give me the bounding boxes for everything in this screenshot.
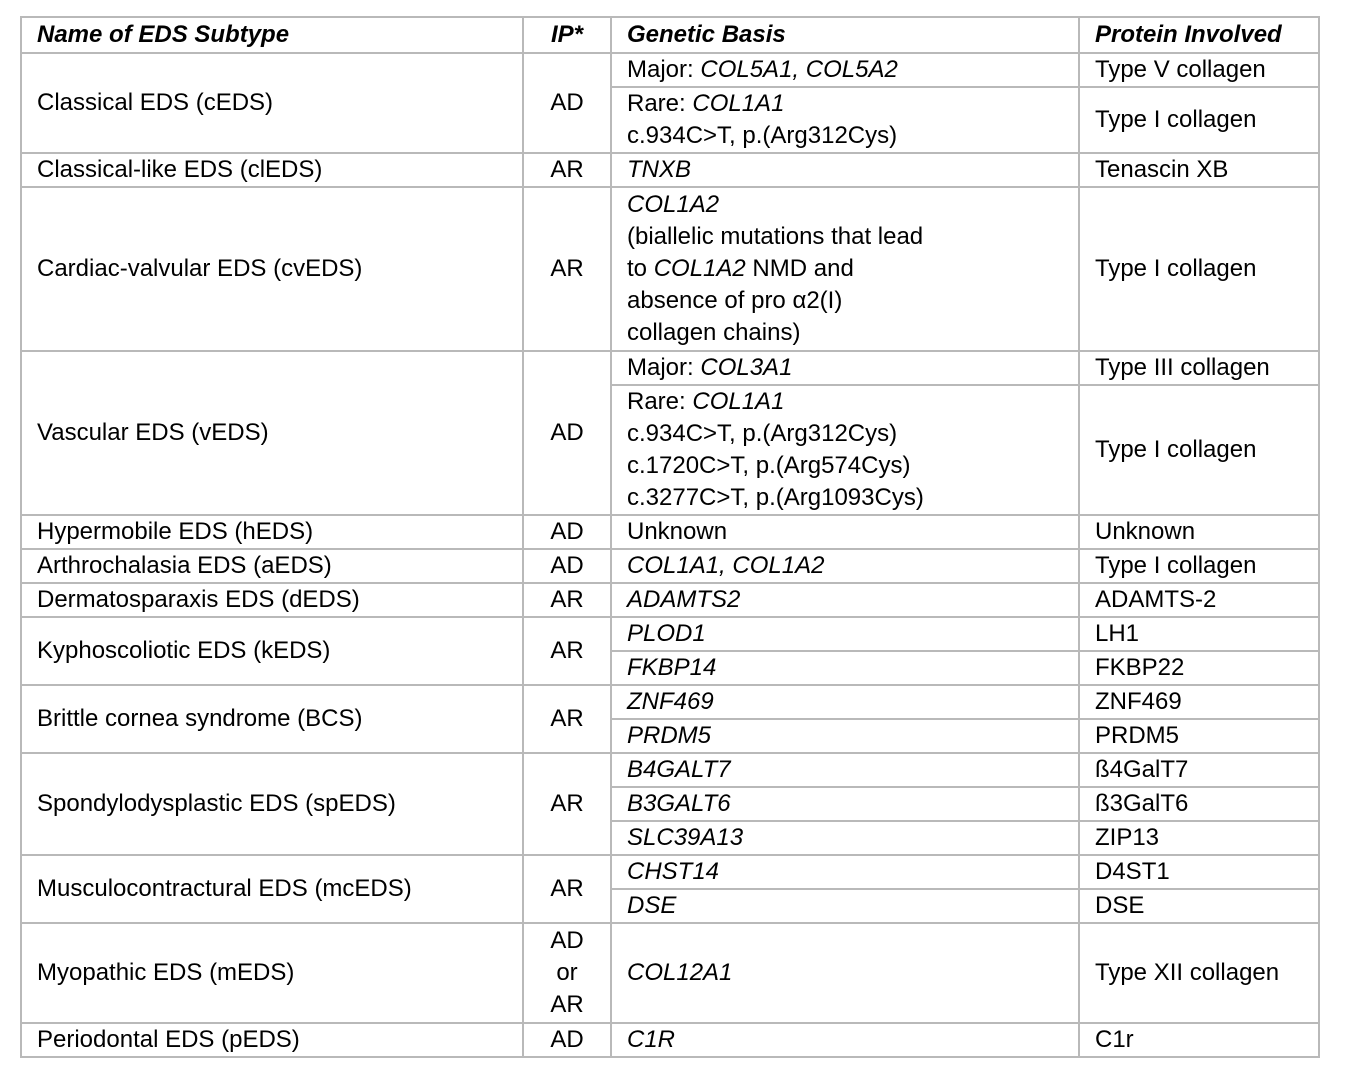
genetic-basis: TNXB	[611, 153, 1079, 187]
protein: ß4GalT7	[1079, 753, 1319, 787]
header-ip: IP*	[523, 17, 611, 53]
subtype-name: Dermatosparaxis EDS (dEDS)	[21, 583, 523, 617]
gene: COL1A2	[627, 191, 720, 218]
line	[627, 88, 1066, 120]
subtype-name: Kyphoscoliotic EDS (kEDS)	[21, 617, 523, 685]
line: collagen chains)	[627, 319, 801, 346]
genetic-basis: COL1A1, COL1A2	[611, 549, 1079, 583]
table-row	[21, 187, 1319, 351]
table-row	[21, 351, 1319, 385]
genetic-basis: ZNF469	[611, 685, 1079, 719]
protein: Type V collagen	[1079, 53, 1319, 87]
genetic-basis: B3GALT6	[611, 787, 1079, 821]
genetic-basis	[611, 385, 1079, 515]
subtype-name: Periodontal EDS (pEDS)	[21, 1023, 523, 1057]
genetic-basis: B4GALT7	[611, 753, 1079, 787]
genetic-basis: COL12A1	[611, 923, 1079, 1023]
genetic-basis	[611, 53, 1079, 87]
inheritance-pattern: AR	[523, 753, 611, 855]
genetic-basis: PRDM5	[611, 719, 1079, 753]
prefix: Rare:	[627, 388, 693, 415]
inheritance-pattern: AR	[523, 187, 611, 351]
protein: ADAMTS-2	[1079, 583, 1319, 617]
ip-line: AR	[550, 991, 584, 1018]
subtype-name: Cardiac-valvular EDS (cvEDS)	[21, 187, 523, 351]
table-row	[21, 617, 1319, 651]
gene: COL3A1	[700, 354, 793, 381]
subtype-name: Brittle cornea syndrome (BCS)	[21, 685, 523, 753]
protein: Type I collagen	[1079, 385, 1319, 515]
eds-subtype-table	[20, 16, 1320, 1058]
protein: ZNF469	[1079, 685, 1319, 719]
protein: C1r	[1079, 1023, 1319, 1057]
genetic-basis: FKBP14	[611, 651, 1079, 685]
subtype-name: Spondylodysplastic EDS (spEDS)	[21, 753, 523, 855]
variant: c.3277C>T, p.(Arg1093Cys)	[627, 484, 924, 511]
inheritance-pattern: AR	[523, 855, 611, 923]
variant: c.934C>T, p.(Arg312Cys)	[627, 122, 898, 149]
table-header-row	[21, 17, 1319, 53]
table-row	[21, 1023, 1319, 1057]
protein: Type I collagen	[1079, 87, 1319, 153]
subtype-name: Classical EDS (cEDS)	[21, 53, 523, 153]
table-row	[21, 549, 1319, 583]
prefix: Major:	[627, 56, 701, 83]
protein: Unknown	[1079, 515, 1319, 549]
line	[627, 386, 1066, 418]
inheritance-pattern: AD	[523, 515, 611, 549]
subtype-name: Myopathic EDS (mEDS)	[21, 923, 523, 1023]
genetic-basis: PLOD1	[611, 617, 1079, 651]
protein: DSE	[1079, 889, 1319, 923]
table-row	[21, 855, 1319, 889]
gene: COL1A1	[692, 90, 785, 117]
table-row	[21, 753, 1319, 787]
inheritance-pattern: AR	[523, 153, 611, 187]
genetic-basis	[611, 187, 1079, 351]
genetic-basis: Unknown	[611, 515, 1079, 549]
inheritance-pattern: AD	[523, 1023, 611, 1057]
protein: FKBP22	[1079, 651, 1319, 685]
ip-line: AD	[550, 927, 584, 954]
protein: Tenascin XB	[1079, 153, 1319, 187]
protein: Type XII collagen	[1079, 923, 1319, 1023]
ip-line: or	[556, 959, 578, 986]
genetic-basis	[611, 351, 1079, 385]
table-row	[21, 153, 1319, 187]
genetic-basis: C1R	[611, 1023, 1079, 1057]
inheritance-pattern: AR	[523, 583, 611, 617]
variant: c.934C>T, p.(Arg312Cys)	[627, 420, 898, 447]
text: NMD and	[745, 255, 854, 282]
genetic-basis: CHST14	[611, 855, 1079, 889]
gene: COL5A1, COL5A2	[700, 56, 898, 83]
inheritance-pattern: AR	[523, 617, 611, 685]
protein: LH1	[1079, 617, 1319, 651]
subtype-name: Hypermobile EDS (hEDS)	[21, 515, 523, 549]
table-row	[21, 923, 1319, 1023]
header-protein: Protein Involved	[1079, 17, 1319, 53]
table-row	[21, 53, 1319, 87]
subtype-name: Musculocontractural EDS (mcEDS)	[21, 855, 523, 923]
protein: Type III collagen	[1079, 351, 1319, 385]
table-row	[21, 583, 1319, 617]
inheritance-pattern: AD	[523, 53, 611, 153]
inheritance-pattern: AR	[523, 685, 611, 753]
inheritance-pattern: AD	[523, 351, 611, 515]
protein: ZIP13	[1079, 821, 1319, 855]
genetic-basis: ADAMTS2	[611, 583, 1079, 617]
header-genetic-basis: Genetic Basis	[611, 17, 1079, 53]
protein: Type I collagen	[1079, 549, 1319, 583]
line: (biallelic mutations that lead	[627, 223, 924, 250]
gene: COL1A1	[692, 388, 785, 415]
prefix: Rare:	[627, 90, 693, 117]
protein: ß3GalT6	[1079, 787, 1319, 821]
prefix: Major:	[627, 354, 701, 381]
line	[627, 253, 1066, 285]
inheritance-pattern: AD	[523, 549, 611, 583]
genetic-basis: DSE	[611, 889, 1079, 923]
table-row	[21, 685, 1319, 719]
inheritance-pattern	[523, 923, 611, 1023]
subtype-name: Classical-like EDS (clEDS)	[21, 153, 523, 187]
gene: COL1A2	[653, 255, 746, 282]
line: absence of pro α2(I)	[627, 287, 843, 314]
text: to	[627, 255, 654, 282]
protein: PRDM5	[1079, 719, 1319, 753]
protein: D4ST1	[1079, 855, 1319, 889]
header-subtype: Name of EDS Subtype	[21, 17, 523, 53]
protein: Type I collagen	[1079, 187, 1319, 351]
genetic-basis	[611, 87, 1079, 153]
subtype-name: Vascular EDS (vEDS)	[21, 351, 523, 515]
variant: c.1720C>T, p.(Arg574Cys)	[627, 452, 911, 479]
subtype-name: Arthrochalasia EDS (aEDS)	[21, 549, 523, 583]
table-row	[21, 515, 1319, 549]
genetic-basis: SLC39A13	[611, 821, 1079, 855]
